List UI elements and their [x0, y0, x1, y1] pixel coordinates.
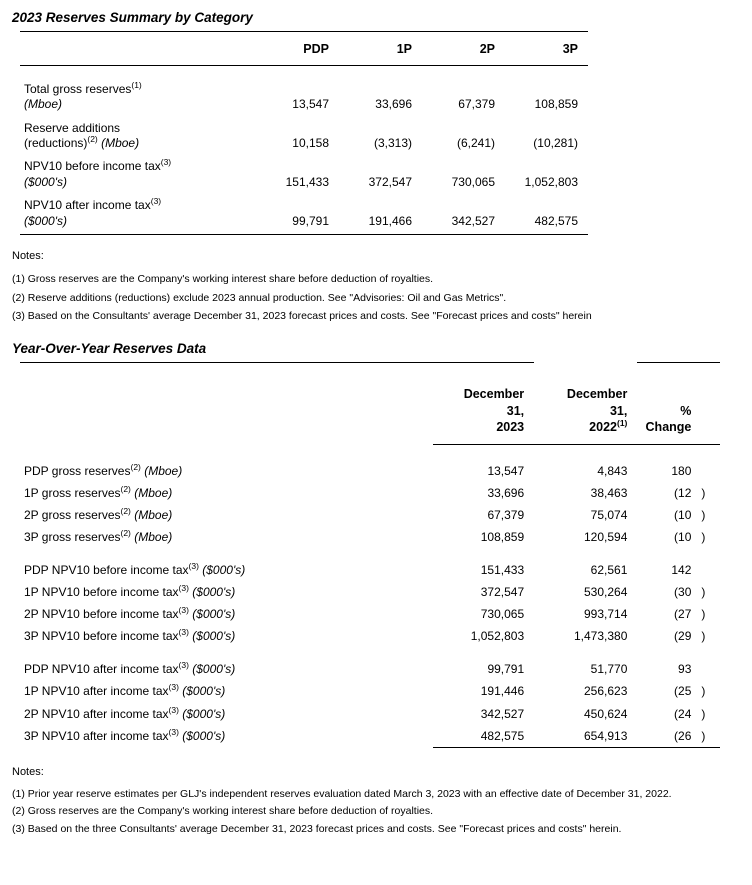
- cell-change: (27: [674, 607, 692, 622]
- yoy-reserves-table: [20, 362, 720, 748]
- footnote-marker: (3): [188, 561, 199, 572]
- cell-3p: 482,575: [534, 213, 578, 228]
- table-header-row: [20, 378, 720, 444]
- footnote-marker: (3): [150, 196, 162, 207]
- table-row: [20, 155, 588, 194]
- cell-change-paren: ): [701, 529, 706, 544]
- cell-2023: 730,065: [480, 607, 525, 622]
- table-header-row: [20, 33, 588, 64]
- footnote-marker: (3): [178, 583, 189, 594]
- cell-change-paren: ): [701, 507, 706, 522]
- cell-2022: 4,843: [597, 463, 628, 478]
- cell-change-paren: [701, 559, 720, 581]
- cell-2022: 530,264: [583, 585, 628, 600]
- table-group-gap: [20, 548, 720, 559]
- cell-change: (26: [674, 728, 692, 743]
- footnote-marker: (2): [120, 527, 131, 538]
- notes-heading: Notes:: [12, 765, 44, 778]
- cell-3p: 1,052,803: [524, 174, 578, 189]
- row-label: 3P NPV10 before income tax$^{(3)}$ ($000's): [24, 627, 236, 644]
- table-group-gap: [20, 647, 720, 658]
- footnote-marker: (3): [168, 704, 179, 715]
- cell-change-paren: [701, 460, 720, 482]
- cell-2023: 342,527: [480, 706, 525, 721]
- table-row: [20, 460, 720, 482]
- cell-2022: 120,594: [583, 529, 628, 544]
- table-row: [20, 680, 720, 702]
- footnote-marker: (2): [120, 505, 131, 516]
- table-row: [20, 603, 720, 625]
- cell-2023: 372,547: [480, 585, 525, 600]
- cell-1p: 33,696: [375, 97, 412, 112]
- column-header-december-2022: December 31, 2022$^{(1)}$: [566, 387, 628, 435]
- footnote-marker: (1): [131, 80, 142, 90]
- table-spacer: [20, 446, 720, 460]
- cell-2023: 1,052,803: [470, 629, 525, 644]
- column-header-paren: [701, 378, 720, 444]
- row-label: PDP NPV10 after income tax$^{(3)}$ ($000's): [24, 660, 236, 677]
- cell-change: (10: [674, 529, 692, 544]
- footnote-marker: (2): [130, 461, 141, 472]
- footnote-marker: (3): [168, 682, 179, 693]
- column-header-december-2023: December 31, 2023: [463, 387, 525, 435]
- cell-2p: 730,065: [451, 174, 495, 189]
- cell-2p: 342,527: [451, 213, 495, 228]
- cell-2022: 993,714: [583, 607, 628, 622]
- section-title-reserves-summary: 2023 Reserves Summary by Category: [12, 10, 253, 25]
- row-label: 1P NPV10 before income tax$^{(3)}$ ($000's): [24, 583, 236, 600]
- cell-2022: 256,623: [583, 684, 628, 699]
- cell-change-paren: ): [701, 485, 706, 500]
- cell-2023: 482,575: [480, 728, 525, 743]
- footnote-marker: (3): [178, 627, 189, 638]
- cell-change-paren: ): [701, 629, 706, 644]
- section-title-yoy-reserves: Year-Over-Year Reserves Data: [12, 341, 207, 357]
- row-label: 2P gross reserves$^{(2)}$ (Mboe): [24, 505, 173, 522]
- row-label: 1P gross reserves$^{(2)}$ (Mboe): [24, 483, 173, 500]
- notes-block-1: [12, 247, 742, 325]
- row-label: NPV10 before income tax$^{(3)}$ ($000's): [24, 157, 172, 189]
- cell-3p: (10,281): [533, 136, 578, 151]
- note-item: (3) Based on the three Consultants' average December 31, 2023 forecast prices and costs. See "Forecast prices and costs" herein.: [12, 822, 622, 835]
- footnote-marker: (1): [616, 418, 628, 429]
- table-rule: [20, 233, 588, 235]
- cell-pdp: 10,158: [292, 136, 329, 151]
- footnote-marker: (3): [178, 605, 189, 616]
- cell-2023: 99,791: [487, 662, 525, 677]
- cell-2022: 51,770: [590, 662, 628, 677]
- cell-1p: 372,547: [368, 174, 412, 189]
- table-row: [20, 526, 720, 548]
- note-item: (1) Gross reserves are the Company's working interest share before deduction of royalties.: [12, 273, 434, 286]
- table-row: [20, 559, 720, 581]
- cell-change-paren: ): [701, 585, 706, 600]
- cell-change: (24: [674, 706, 692, 721]
- table-spacer: [20, 66, 588, 79]
- column-header-percent-change: % Change: [645, 403, 692, 435]
- cell-2022: 654,913: [583, 728, 628, 743]
- cell-change: (29: [674, 629, 692, 644]
- table-row: [20, 504, 720, 526]
- footnote-marker: (3): [178, 660, 189, 671]
- cell-2023: 151,433: [480, 563, 525, 578]
- cell-pdp: 99,791: [292, 213, 329, 228]
- cell-2022: 1,473,380: [573, 629, 628, 644]
- cell-2p: 67,379: [458, 97, 495, 112]
- cell-2023: 13,547: [487, 463, 525, 478]
- cell-2023: 108,859: [480, 529, 525, 544]
- cell-pdp: 13,547: [292, 97, 329, 112]
- cell-change: 93: [678, 662, 692, 677]
- column-header-2p: 2P: [479, 42, 495, 56]
- cell-1p: 191,466: [368, 213, 412, 228]
- table-row: [20, 581, 720, 603]
- cell-2023: 33,696: [487, 485, 525, 500]
- table-row: [20, 194, 588, 233]
- row-label: 2P NPV10 before income tax$^{(3)}$ ($000's): [24, 605, 236, 622]
- table-row: [20, 658, 720, 680]
- table-row: [20, 625, 720, 647]
- row-label: 3P NPV10 after income tax$^{(3)}$ ($000's): [24, 727, 226, 744]
- cell-2p: (6,241): [456, 136, 495, 151]
- cell-change-paren: ): [701, 607, 706, 622]
- cell-1p: (3,313): [373, 136, 412, 151]
- cell-2022: 62,561: [590, 563, 628, 578]
- notes-heading: Notes:: [12, 249, 44, 262]
- cell-2022: 38,463: [590, 485, 628, 500]
- column-header-pdp: PDP: [303, 42, 329, 56]
- table-row: [20, 117, 588, 156]
- column-header-blank: [20, 378, 433, 444]
- cell-change: (25: [674, 684, 692, 699]
- cell-change: 180: [671, 463, 692, 478]
- cell-2023: 191,446: [480, 684, 525, 699]
- footnote-marker: (3): [160, 157, 172, 168]
- note-item: (3) Based on the Consultants' average December 31, 2023 forecast prices and costs. See "Forecast prices and costs" herein: [12, 309, 592, 322]
- table-spacer: [20, 364, 720, 378]
- note-item: (2) Gross reserves are the Company's working interest share before deduction of royalties.: [12, 805, 434, 818]
- cell-pdp: 151,433: [285, 174, 329, 189]
- reserves-summary-table: [20, 31, 588, 235]
- cell-3p: 108,859: [534, 97, 578, 112]
- cell-change: 142: [671, 563, 692, 578]
- row-label: 3P gross reserves$^{(2)}$ (Mboe): [24, 527, 173, 544]
- cell-change-paren: ): [701, 684, 706, 699]
- table-rule: [20, 747, 720, 749]
- cell-2023: 67,379: [487, 507, 525, 522]
- notes-block-2: [12, 763, 742, 838]
- cell-change-paren: ): [701, 706, 706, 721]
- footnote-marker: (2): [87, 134, 98, 145]
- row-label: Reserve additions (reductions)$^{(2)}$ (Mboe): [24, 120, 140, 151]
- footnote-marker: (2): [120, 483, 131, 494]
- cell-2022: 450,624: [583, 706, 628, 721]
- cell-change: (12: [674, 485, 692, 500]
- row-label: 1P NPV10 after income tax$^{(3)}$ ($000's): [24, 682, 226, 699]
- row-label: NPV10 after income tax$^{(3)}$ ($000's): [24, 196, 162, 228]
- column-header-1p: 1P: [396, 42, 412, 56]
- table-row: [20, 78, 588, 117]
- note-item: (2) Reserve additions (reductions) exclude 2023 annual production. See "Advisories: Oil and Gas Metrics".: [12, 291, 507, 304]
- table-row: [20, 725, 720, 748]
- note-item: (1) Prior year reserve estimates per GLJ's independent reserves evaluation dated March 3, 2023 with an effective date of December 31, 2022.: [12, 787, 672, 800]
- row-label: PDP NPV10 before income tax$^{(3)}$ ($000's): [24, 561, 246, 578]
- cell-2022: 75,074: [590, 507, 628, 522]
- cell-change-paren: ): [701, 728, 706, 743]
- row-label: PDP gross reserves$^{(2)}$ (Mboe): [24, 461, 183, 478]
- table-row: [20, 703, 720, 725]
- table-row: [20, 482, 720, 504]
- column-header-3p: 3P: [562, 42, 578, 56]
- row-label: Total gross reserves$^{(1)}$ (Mboe): [24, 80, 142, 112]
- cell-change-paren: [701, 658, 720, 680]
- column-header-blank: [20, 33, 256, 64]
- footnote-marker: (3): [168, 727, 179, 738]
- cell-change: (10: [674, 507, 692, 522]
- cell-change: (30: [674, 585, 692, 600]
- row-label: 2P NPV10 after income tax$^{(3)}$ ($000's): [24, 704, 226, 721]
